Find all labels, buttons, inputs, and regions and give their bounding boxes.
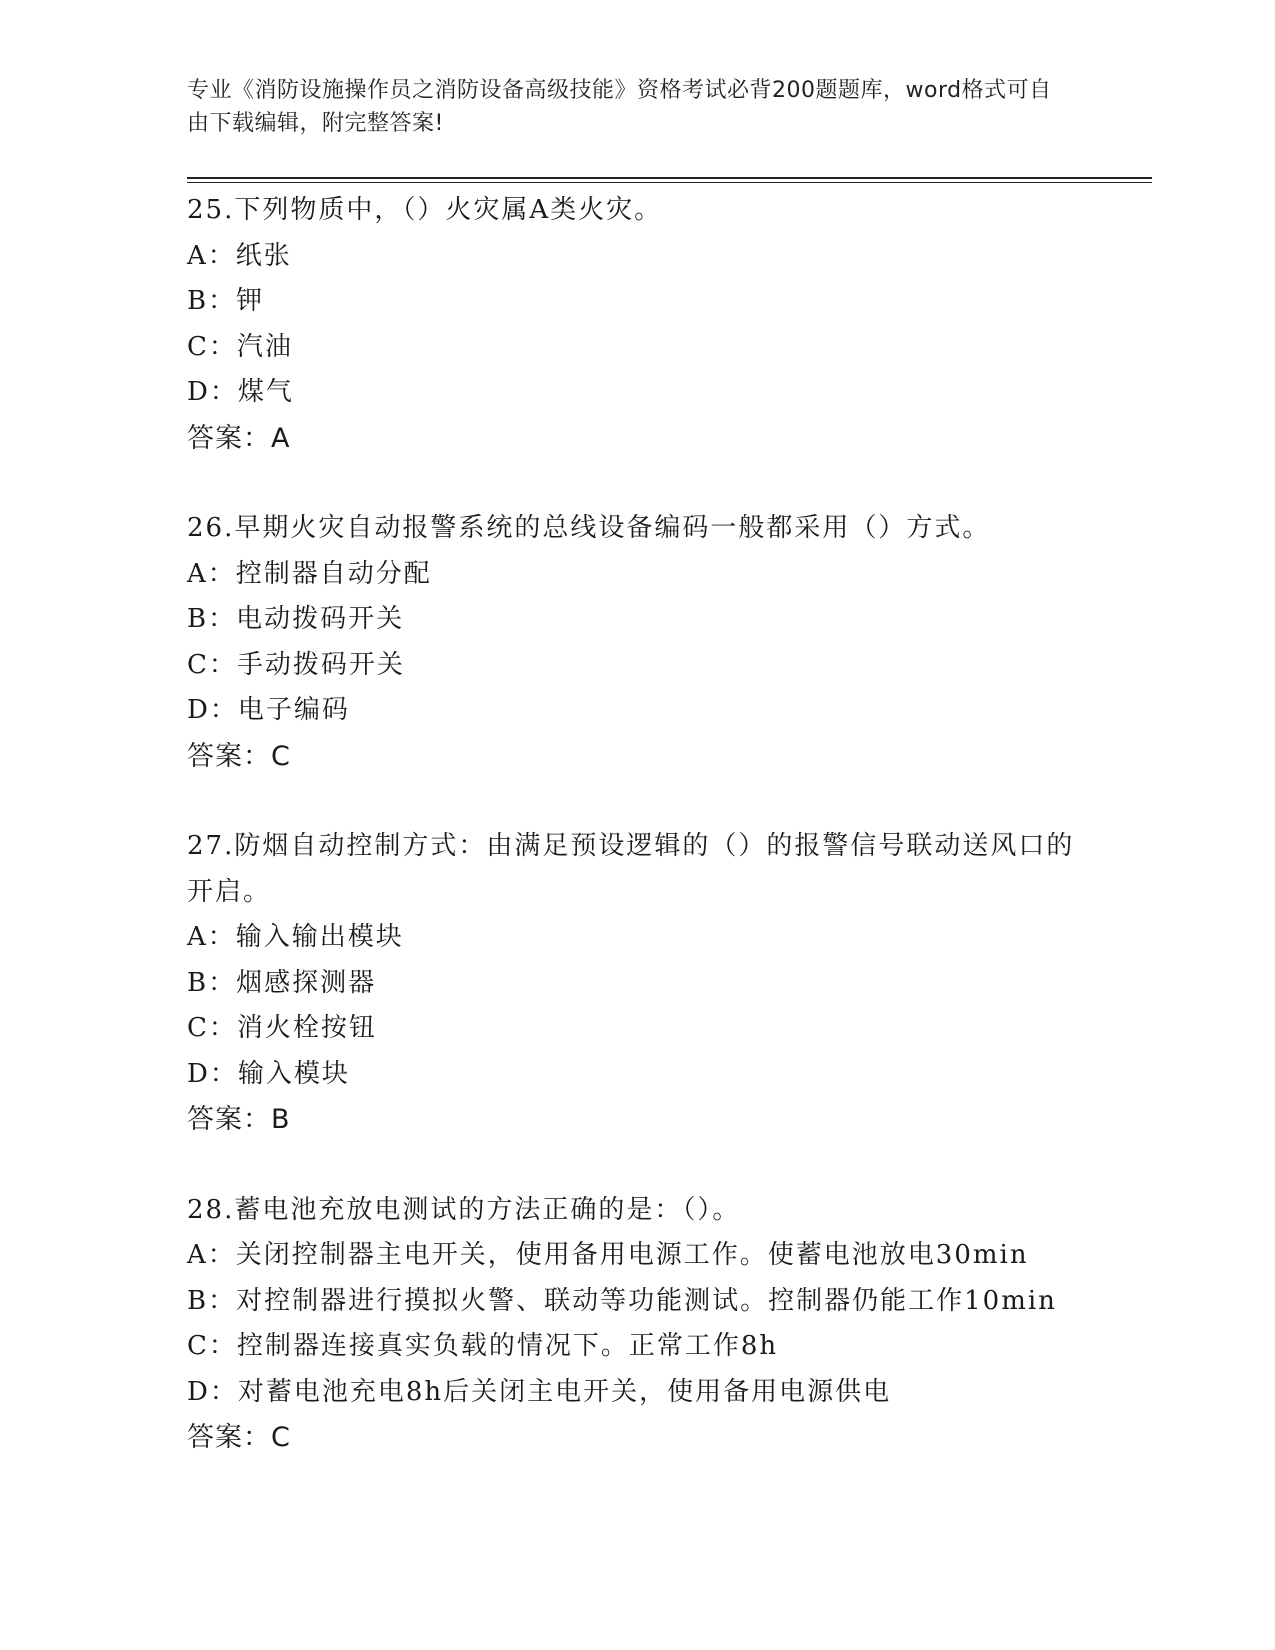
question-25 [187,188,1087,461]
option-c: C：消火栓按钮 [187,1013,377,1043]
question-text: 25.下列物质中，（）火灾属A类火灾。 [187,195,663,225]
question-27 [187,824,1087,1143]
option-b: B：烟感探测器 [187,967,377,998]
option-b: B：电动拨码开关 [187,604,405,634]
question-28 [187,1188,1087,1461]
option-c: C：控制器连接真实负载的情况下。正常工作8h [187,1331,779,1361]
option-a: A：纸张 [187,240,292,271]
answer-line: 答案：C [187,740,291,772]
option-c: C：手动拨码开关 [187,649,405,680]
answer-line: 答案：B [187,1104,291,1135]
answer-line: 答案：A [187,422,291,454]
option-c: C：汽油 [187,331,293,362]
header-divider-thin [187,182,1152,183]
option-a: A：输入输出模块 [187,922,404,952]
option-a: A：控制器自动分配 [187,558,432,589]
question-list [187,188,1087,1506]
answer-line: 答案：C [187,1422,291,1453]
question-26 [187,506,1087,779]
option-d: D：电子编码 [187,695,350,725]
option-a: A：关闭控制器主电开关，使用备用电源工作。使蓄电池放电30min [187,1240,1029,1270]
question-text: 27.防烟自动控制方式：由满足预设逻辑的（）的报警信号联动送风口的开启。 [187,831,1075,907]
question-text: 28.蓄电池充放电测试的方法正确的是：（）。 [187,1194,741,1225]
document-header: 专业《消防设施操作员之消防设备高级技能》资格考试必背200题题库，word格式可自由下载编辑，附完整答案! [187,78,1052,136]
option-d: D：输入模块 [187,1058,350,1089]
option-d: D：煤气 [187,377,294,407]
question-text: 26.早期火灾自动报警系统的总线设备编码一般都采用（）方式。 [187,513,991,543]
option-d: D：对蓄电池充电8h后关闭主电开关，使用备用电源供电 [187,1376,892,1407]
header-divider-thick [187,177,1152,179]
option-b: B：钾 [187,286,265,316]
option-b: B：对控制器进行摸拟火警、联动等功能测试。控制器仍能工作10min [187,1285,1057,1316]
